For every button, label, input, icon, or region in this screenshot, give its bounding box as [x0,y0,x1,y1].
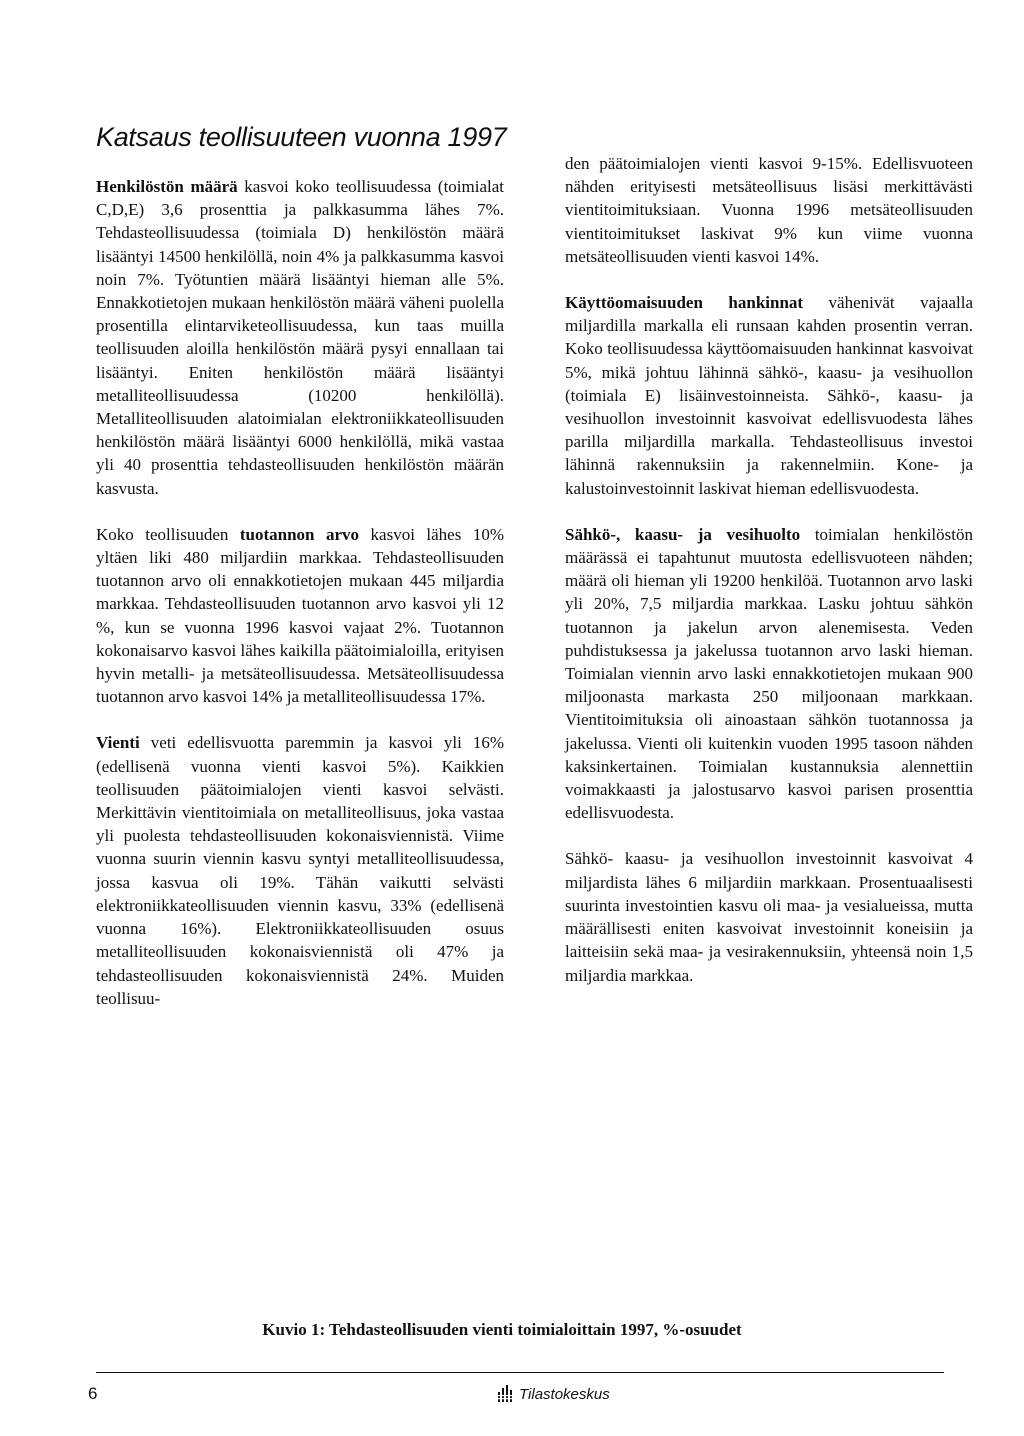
footer-organization [495,1384,610,1404]
paragraph-body: den päätoimialojen vienti kasvoi 9-15%. Edellisvuoteen nähden erityisesti metsäteollisuus lisäsi merkittävästi vientitoimituksiaan. Vuonna 1996 metsäteollisuuden vientitoimitukset laskivat 9% kun viime vuonna metsäteollisuuden vienti kasvoi 14%. [565,154,973,266]
paragraph-body: kasvoi lähes 10% yltäen liki 480 miljardiin markkaa. Tehdasteollisuuden tuotannon arvo oli ennakkotietojen mukaan 445 miljardia markkaa. Tehdasteollisuuden tuotannon arvo kasvoi yli 12 %, kun se vuonna 1996 kasvoi vajaat 2%. Tuotannon kokonaisarvo kasvoi lähes kaikilla päätoimialoilla, erityisen hyvin metalli- ja metsäteollisuudessa. Metsäteollisuudessa tuotannon arvo kasvoi 14% ja metalliteollisuudessa 17%. [96,524,504,707]
footer-organization-name: Tilastokeskus [519,1385,610,1403]
paragraph-henkilosto [96,175,504,500]
page-number: 6 [88,1384,98,1403]
figure-caption: Kuvio 1: Tehdasteollisuuden vienti toimialoittain 1997, %-osuudet [262,1320,742,1339]
tilastokeskus-logo-icon [495,1384,515,1404]
paragraph-lead: Henkilöstön määrä [96,177,238,196]
paragraph-body: Sähkö- kaasu- ja vesihuollon investoinnit kasvoivat 4 miljardista lähes 6 miljardiin markkaan. Prosentuaalisesti suurinta investointien kasvu oli maa- ja vesialueissa, mutta määrällisesti eniten kasvoivat investoinnit koneisiin ja laitteisiin sekä maa- ja vesirakennuksiin, yhteensä noin 1,5 miljardia markkaa. [565,849,973,985]
paragraph-pre: Koko teollisuuden [96,524,240,544]
right-column [565,152,973,1010]
paragraph-vienti-continued [565,152,973,268]
paragraph-lead: Käyttöomaisuuden hankinnat [565,293,804,313]
page-heading: Katsaus teollisuuteen vuonna 1997 [96,122,507,152]
paragraph-lead: tuotannon arvo [239,524,360,544]
paragraph-body: kasvoi koko teollisuudessa (toimialat C,D,E) 3,6 prosenttia ja palkkasumma lähes 7%. Tehdasteollisuudessa (toimiala D) henkilöstön määrä lisääntyi 14500 henkilöllä, noin 4% ja palkkasumma kasvoi noin 7%. Työtuntien määrä lisääntyi hieman alle 5%. Ennakkotietojen mukaan henkilöstön määrä väheni puolella prosentilla elintarviketeollisuudessa, kun taas muilla teollisuuden aloilla henkilöstön määrä pysyi ennallaan tai lisääntyi. Eniten henkilöstön määrä lisääntyi metalliteollisuudessa (10200 henkilöllä). Metalliteollisuuden alatoimialan elektroniikkateollisuuden henkilöstön määrä lisääntyi 6000 henkilöllä, mikä vastaa yli 40 prosenttia tehdasteollisuuden henkilöstön määrän kasvusta. [96,177,505,498]
left-column [96,175,504,1033]
paragraph-body: toimialan henkilöstön määrässä ei tapahtunut muutosta edellisvuoteen nähden; määrä oli hieman yli 19200 henkilöä. Tuotannon arvo laski yli 20%, 7,5 miljardia markkaa. Lasku johtuu sähkön tuotannon ja jakelun arvon alenemisesta. Veden puhdistuksessa ja jakelussa tuotannon arvo laski hieman. Toimialan viennin arvo laski ennakkotietojen mukaan 900 miljoonasta markasta 250 miljoonaan markkaan. Vientitoimituksia oli ainoastaan sähkön tuotannossa ja jakelussa. Vienti oli kuitenkin vuoden 1995 tasoon nähden kaksinkertainen. Toimialan kustannuksia alennettiin voimakkaasti ja jalostusarvo kasvoi parisen prosenttia edellisvuodesta. [565,524,973,823]
paragraph-lead: Vienti [96,733,140,753]
paragraph-sahko-kaasu-vesihuolto [565,523,973,825]
paragraph-vienti [96,731,504,1009]
paragraph-body: vähenivät vajaalla miljardilla markalla eli runsaan kahden prosentin verran. Koko teollisuudessa käyttöomaisuuden hankinnat kasvoivat 5%, mikä johtuu lähinnä sähkö-, kaasu- ja vesihuollon (toimiala E) lisäinvestoinneista. Sähkö-, kaasu- ja vesihuollon investoinnit kasvoivat edellisvuodesta lähes parilla miljardilla markalla. Tehdasteollisuus investoi lähinnä rakennuksiin ja rakennelmiin. Kone- ja kalustoinvestoinnit laskivat hieman edellisvuodesta. [565,293,973,498]
footer-divider [96,1372,944,1373]
paragraph-kayttoomaisuus [565,291,973,500]
paragraph-lead: Sähkö-, kaasu- ja vesihuolto [565,524,801,544]
paragraph-tuotannon-arvo [96,523,504,709]
paragraph-body: veti edellisvuotta paremmin ja kasvoi yli 16% (edellisenä vuonna vienti kasvoi 5%). Kaikkien teollisuuden päätoimialojen vienti kasvoi selvästi. Merkittävin vientitoimiala on metalliteollisuus, joka vastaa yli puolesta tehdasteollisuuden kokonaisviennistä. Viime vuonna suurin viennin kasvu syntyi metalliteollisuudessa, jossa kasvua oli 19%. Tähän vaikutti selvästi elektroniikkateollisuuden viennin kasvu, 33% (edellisenä vuonna 16%). Elektroniikkateollisuuden osuus metalliteollisuuden kokonaisviennistä oli 47% ja tehdasteollisuuden kokonaisviennistä 24%. Muiden teollisuu- [96,733,504,1008]
paragraph-investoinnit [565,847,973,986]
